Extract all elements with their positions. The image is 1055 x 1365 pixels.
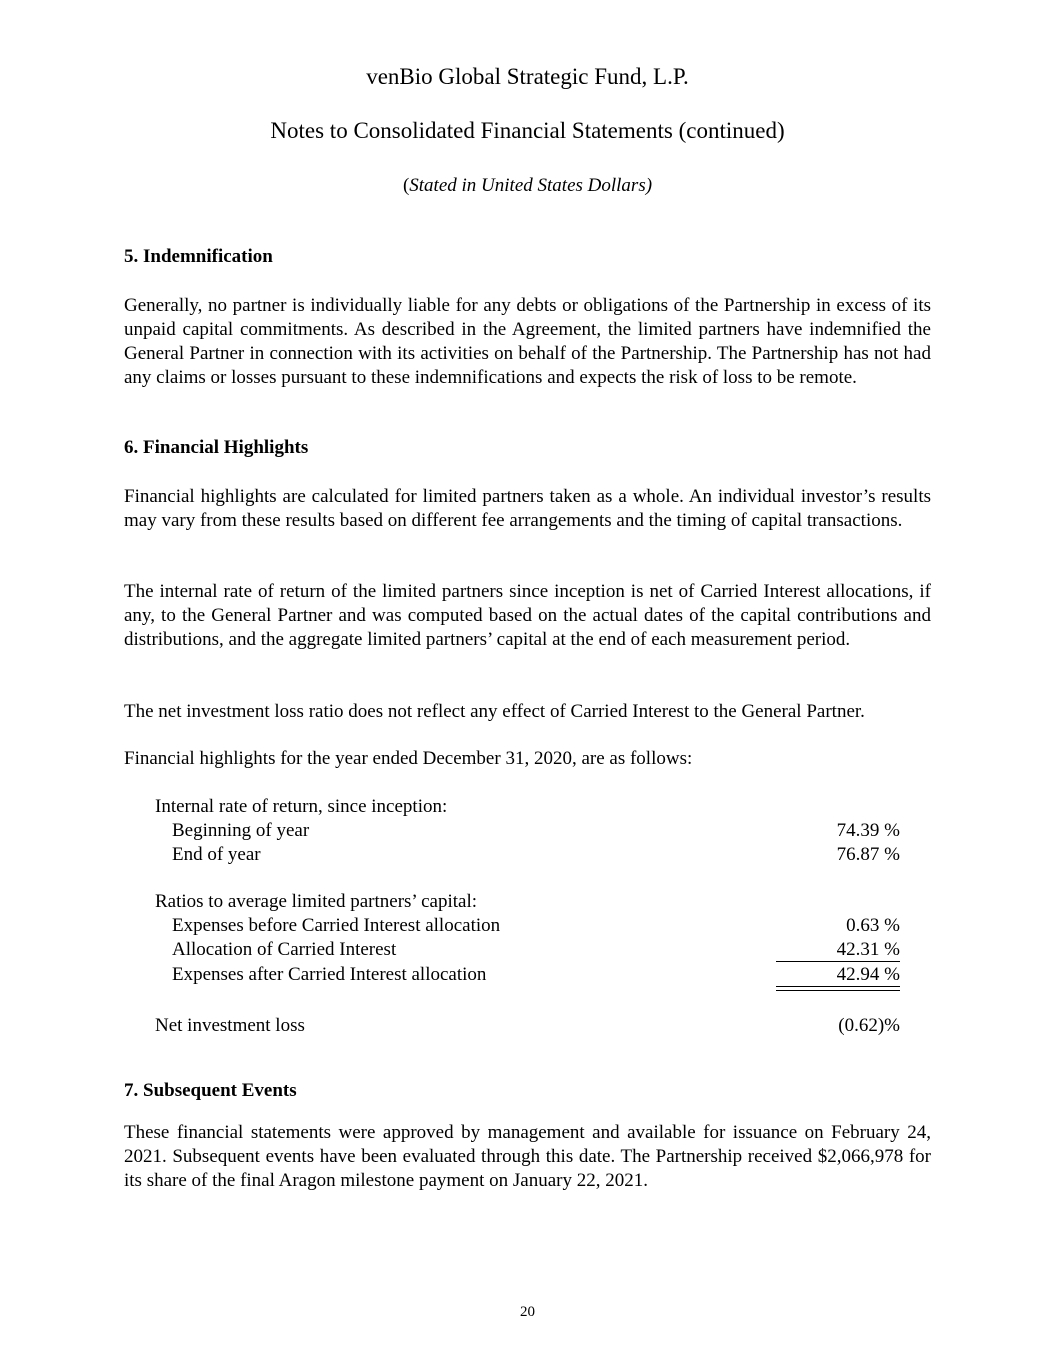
currency-note-paren: ( (402, 175, 410, 196)
financial-highlights-paragraph-3: The net investment loss ratio does not reflect any effect of Carried Interest to the General Partner. (124, 701, 865, 722)
section-heading-financial-highlights: 6. Financial Highlights (124, 437, 309, 458)
page-title: Notes to Consolidated Financial Statements (continued) (270, 118, 785, 143)
beginning-of-year-label: Beginning of year (172, 820, 310, 841)
entity-name: venBio Global Strategic Fund, L.P. (366, 64, 689, 89)
expenses-after-value: 42.94 % (836, 964, 900, 985)
allocation-value: 42.31 % (836, 939, 900, 960)
expenses-before-label: Expenses before Carried Interest allocation (172, 915, 501, 936)
page-number: 20 (520, 1304, 535, 1320)
indemnification-paragraph: Generally, no partner is individually liable for any debts or obligations of the Partnership in excess of its unpaid capital commitments. As described in the Agreement, the limited partners have indemnified the General Partner in connection with its activities on behalf of the Partnership. The Partnership has not had any claims or losses pursuant to these indemnifications and expects the risk of loss to be remote. (124, 295, 931, 388)
expenses-before-value: 0.63 % (846, 915, 900, 936)
net-investment-loss-value: (0.62)% (838, 1015, 900, 1036)
financial-highlights-paragraph-1: Financial highlights are calculated for limited partners taken as a whole. An individual investor’s results may vary from these results based on different fee arrangements and the timing of capital transactions. (124, 486, 931, 531)
end-of-year-value: 76.87 % (836, 844, 900, 865)
net-investment-loss-label: Net investment loss (155, 1015, 305, 1036)
financial-highlights-paragraph-2: The internal rate of return of the limited partners since inception is net of Carried Interest allocations, if any, to the General Partner and was computed based on the actual dates of the capital contributions and distributions, and the aggregate limited partners’ capital at the end of each measurement period. (124, 581, 931, 650)
financial-highlights-paragraph-4: Financial highlights for the year ended December 31, 2020, are as follows: (124, 748, 693, 769)
currency-note (0, 175, 1055, 197)
allocation-label: Allocation of Carried Interest (172, 939, 397, 960)
section-heading-indemnification: 5. Indemnification (124, 246, 273, 267)
expenses-after-label: Expenses after Carried Interest allocation (172, 964, 487, 985)
irr-header: Internal rate of return, since inception: (155, 796, 448, 817)
subtotal-rule (776, 961, 900, 962)
section-heading-subsequent-events: 7. Subsequent Events (124, 1080, 297, 1101)
end-of-year-label: End of year (172, 844, 261, 865)
ratios-header: Ratios to average limited partners’ capital: (155, 891, 477, 912)
subsequent-events-paragraph: These financial statements were approved by management and available for issuance on February 24, 2021. Subsequent events have been evaluated through this date. The Partnership received $2,066,978 for its share of the final Aragon milestone payment on January 22, 2021. (124, 1122, 931, 1191)
currency-note-text: Stated in United States Dollars) (409, 175, 653, 196)
beginning-of-year-value: 74.39 % (836, 820, 900, 841)
total-double-rule (776, 986, 900, 991)
